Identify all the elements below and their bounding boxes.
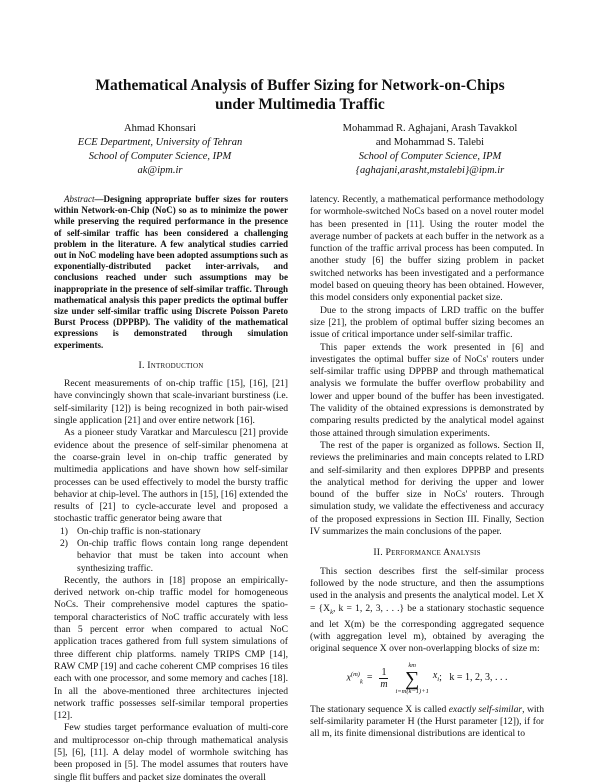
paragraph: Due to the strong impacts of LRD traffic on the buffer size [21], the problem of optimal buffer sizing becomes an issue of critical importance under self-similar traffic.: [310, 304, 544, 341]
paragraph: This paper extends the work presented in [6] and investigates the optimal buffer size of NoCs' routers under self-similar traffic using DPPBP and through mathematical analysis we formulate the buffer overflow probability and lower and upper bound of the buffer has been investigated. The validity of the obtained expressions is demonstrated by comparing results predicted by the analytical model against those attained through simulation experiments.: [310, 341, 544, 439]
author-affiliation: School of Computer Science, IPM: [358, 151, 502, 162]
emphasis: exactly self-similar: [448, 703, 523, 715]
list-number: 1): [60, 525, 68, 537]
equation-fraction: $\frac{1}{m}$: [380, 667, 388, 691]
section-heading-introduction: I. Introduction: [138, 359, 204, 371]
paragraph: Few studies target performance evaluation of multi-core and multiprocessor on-chip through mathematical analysis [5], [6], [11]. A delay model of wormhole switching has been proposed in [5]. The model assumes that routers have single flit buffers and packet size dominates the overall: [54, 722, 288, 783]
paragraph-text: , with self-similarity parameter H (the Hurst parameter [12]), if for all m, its finite dimensional distributions are identical to: [310, 703, 545, 740]
author-block-1: [60, 122, 260, 178]
equation-aggregated-sequence: [310, 662, 544, 696]
author-affiliation: ECE Department, University of Tehran: [77, 137, 243, 148]
author-name: Mohammad R. Aghajani, Arash Tavakkol: [342, 123, 518, 134]
list-number: 2): [60, 538, 68, 549]
right-column: [310, 194, 544, 740]
abstract-text: Designing appropriate buffer sizes for routers within Network-on-Chip (NoC) so as to minimize the power while preserving the required performance in the presence of self-similar traffic has been considered a challenging problem in the literature. A few analytical studies carried out in NoC modeling have been adopted assumptions such as exponentially-distributed packet inter-arrivals, and conclusions reached under such assumptions may be inappropriate in the presence of self-similar traffic. Through mathematical analysis this paper predicts the optimal buffer size under self-similar traffic using Discrete Poisson Pareto Burst Process (DPPBP). The validity of the mathematical expressions is demonstrated through simulation experiments.: [54, 194, 288, 350]
author-name: Ahmad Khonsari: [123, 123, 197, 134]
title-line-2: under Multimedia Traffic: [215, 96, 385, 113]
list-text: On-chip traffic flows contain long range dependent behavior that must be taken into account when synthesizing traffic.: [77, 538, 288, 574]
paragraph: [310, 704, 544, 741]
paragraph: Recent measurements of on-chip traffic [15], [16], [21] have convincingly shown that scale-invariant burstiness (i.e. self-similarity [12]) is being recognized in both pair-wised single application [21] and over entire network [16].: [54, 378, 288, 427]
paragraph-text: , k = 1, 2, 3, . . .} be a stationary stochastic sequence and let X(m) be the corresponding aggregated sequence (with aggregation level m), obtained by averaging the original sequence X over non-overlapping blocks of size m:: [310, 602, 544, 655]
paragraph: The rest of the paper is organized as follows. Section II, reviews the preliminaries and main concepts related to LRD and self-similarity and then explores DPPBP and presents the analytical method for deriving the upper and lower bound of the buffer size in NoCs' routers. Through simulation study, we validate the effectiveness and accuracy of the proposed expressions in Section III. Finally, Section IV summarizes the main conclusions of the paper.: [310, 439, 544, 538]
author-email: ak@ipm.ir: [137, 165, 183, 176]
left-column: [54, 194, 288, 784]
paragraph-text: This section describes first the self-similar process followed by the node structure, and then the assumptions used in the analysis and presents the analytical model. Let X = {X: [310, 565, 544, 614]
title-line-1: Mathematical Analysis of Buffer Sizing for Network-on-Chips: [95, 77, 505, 94]
author-block-2: [320, 122, 540, 178]
abstract-lead: Abstract: [64, 194, 95, 204]
author-affiliation: School of Computer Science, IPM: [88, 151, 232, 162]
equation-summation: km ∑ i=m(k−1)+1: [395, 661, 429, 695]
paragraph: Recently, the authors in [18] propose an empirically-derived network on-chip traffic model for homogeneous NoCs. Their comprehensive model captures the spatio-temporal characteristics of NoC traffic accurately with less than 5 percent error when compared to actual NoC application traces gathered from full system simulations of three different chip platforms. namely TRIPS CMP [14], RAW CMP [19] and cache coherent CMP comprises 16 tiles each with one processor, and some memory and caches [18]. In all the above-mentioned three architectures injected network traffic possesses self-similar temporal properties [12].: [54, 574, 288, 722]
list-item: [54, 526, 288, 538]
abstract-dash: —: [94, 194, 104, 204]
paragraph: latency. Recently, a mathematical performance methodology for wormhole-switched NoCs based on a novel router model has been presented in [11]. Using the router model the average number of packets at each buffer in the network as a function of the traffic arrival process has been computed. In another study [6] the buffer sizing problem in packet switched networks has been investigated and a performance model based on queuing theory has been obtained. However, this model considers only exponential packet size.: [310, 194, 544, 304]
list-item: [54, 538, 288, 575]
paragraph: As a pioneer study Varatkar and Marculescu [21] provide evidence about the presence of self-similar phenomena at the coarse-grain level in on-chip traffic generated by multimedia applications and have shown how self-similar processes can be used effectively to model the bursty traffic behavior at chip-level. The authors in [15], [16] extended the results of [21] to cycle-accurate level and proposed a stochastic traffic generator being aware that: [54, 427, 288, 525]
equation-lhs: $x^{(m)}_k$: [346, 670, 363, 686]
author-name: and Mohammad S. Talebi: [375, 137, 485, 148]
list-text: On-chip traffic is non-stationary: [77, 525, 201, 537]
numbered-list: [54, 526, 288, 575]
paragraph-text: The stationary sequence X is called: [310, 703, 449, 715]
paragraph: [310, 566, 544, 656]
equation-term: $x_i$: [432, 670, 440, 684]
paper-title: [40, 76, 560, 114]
equation-condition: ; k = 1, 2, 3, . . .: [439, 672, 508, 684]
equation-equals: =: [366, 672, 373, 684]
subscript: k: [330, 608, 333, 616]
section-heading-performance-analysis: II. Performance Analysis: [373, 547, 481, 559]
abstract: [54, 194, 288, 351]
author-email: {aghajani,arasht,mstalebi}@ipm.ir: [355, 165, 505, 176]
